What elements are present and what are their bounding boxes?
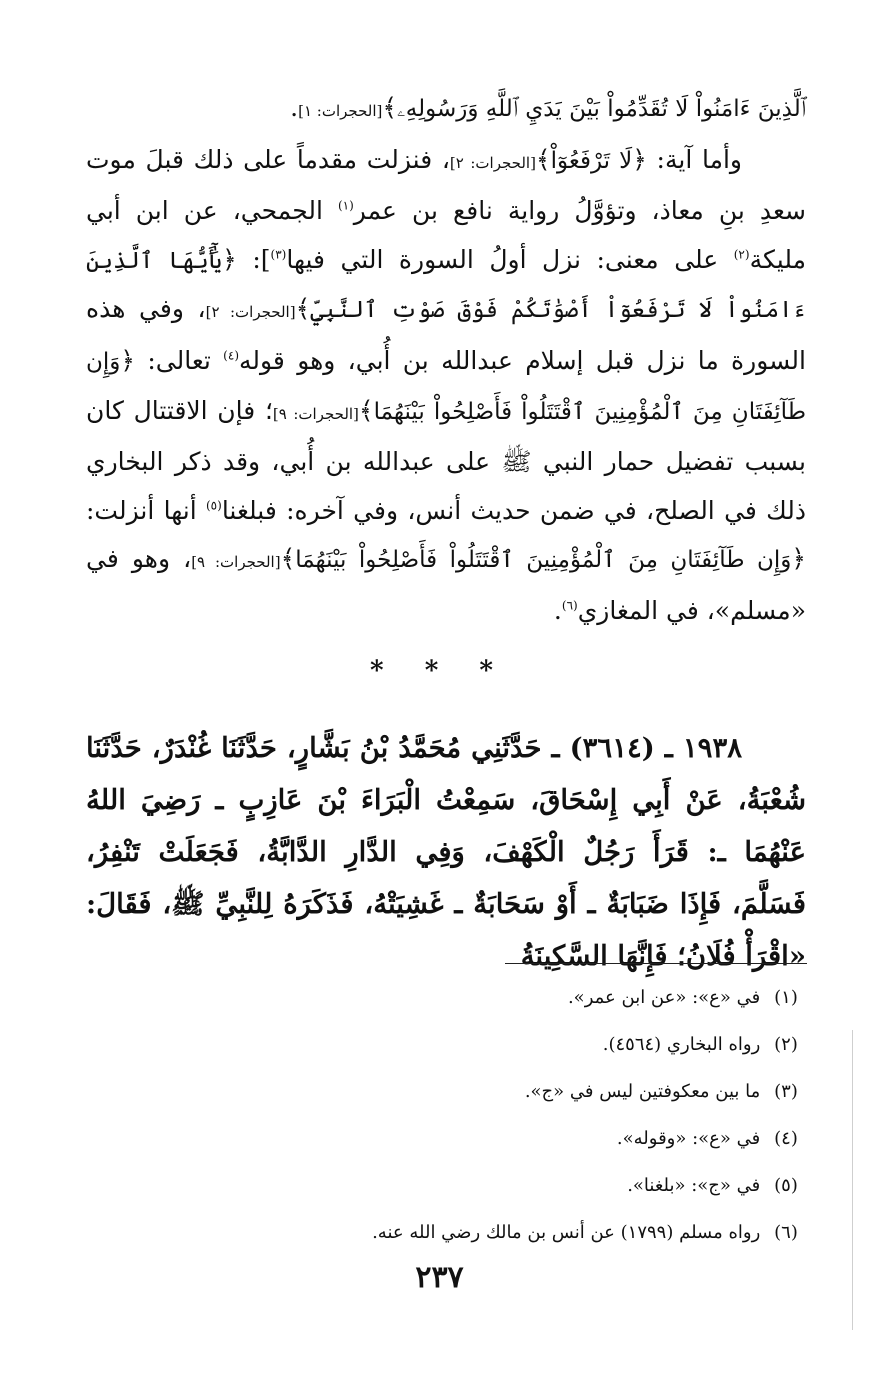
section-separator: * * *	[370, 656, 509, 686]
quran-quote: ٱلَّذِينَ ءَامَنُواْ لَا تُقَدِّمُواْ بَيْنَ يَدَيِ ٱللَّهِ وَرَسُولِهِۦ	[397, 96, 806, 122]
footnote-text: في «ج»: «بلغنا».	[627, 1175, 761, 1196]
surah-reference: [الحجرات: ٢]	[205, 303, 296, 322]
quran-quote: وَإِن طَآئِفَتَانِ مِنَ ٱلْمُؤْمِنِينَ ٱقْتَتَلُواْ فَأَصْلِحُواْ بَيْنَهُمَا	[295, 547, 792, 574]
footnote-marker[interactable]: (١)	[337, 198, 354, 213]
footnote-item	[86, 974, 806, 1021]
surah-reference: [الحجرات: ١]	[298, 102, 383, 120]
footnote-number: (٣)	[774, 1081, 798, 1102]
footnote-number: (٤)	[774, 1128, 798, 1149]
footnote-item	[86, 1115, 806, 1162]
surah-reference: [الحجرات: ٩]	[272, 404, 359, 423]
footnotes	[86, 974, 806, 1256]
footnote-marker[interactable]: (٦)	[561, 598, 578, 613]
surah-reference: [الحجرات: ٩]	[191, 553, 281, 572]
surah-reference: [الحجرات: ٢]	[449, 153, 536, 172]
footnote-item	[86, 1068, 806, 1115]
scan-edge-line	[852, 1030, 853, 1330]
page-number: ٢٣٧	[415, 1260, 464, 1295]
footnote-item	[86, 1209, 806, 1256]
footnote-number: (٢)	[774, 1034, 798, 1055]
quran-quote: وَإِن طَآئِفَتَانِ مِنَ ٱلْمُؤْمِنِينَ ٱقْتَتَلُواْ فَأَصْلِحُواْ بَيْنَهُمَا	[86, 348, 806, 425]
footnote-item	[86, 1162, 806, 1209]
footnote-text: ما بين معكوفتين ليس في «ج».	[524, 1081, 761, 1102]
footnote-divider	[505, 963, 807, 964]
commentary-paragraph-2: وأما آية: ﴿لَا تَرْفَعُوٓاْ﴾[الحجرات: ٢]، فنزلت مقدماً على ذلك قبلَ موت سعدِ بنِ معاذ، وتؤوَّلُ رواية نافع بن عمر$^{(١)}$ الجمحي، عن ابن أبي مليكة$^{(٢)}$ على معنى: نزل أولُ السورة التي فيها$^{(٣)}$]: ﴿يَٰٓأَيُّهَا ٱلَّذِينَ ءَامَنُواْ لَا تَرْفَعُوٓاْ أَصْوَٰتَكُمْ فَوْقَ صَوْتِ ٱلنَّبِيِّ﴾[الحجرات: ٢]، وفي هذه السورة ما نزل قبل إسلام عبدالله بن أُبي، وهو قوله$^{(٤)}$ تعالى: ﴿وَإِن طَآئِفَتَانِ مِنَ ٱلْمُؤْمِنِينَ ٱقْتَتَلُواْ فَأَصْلِحُواْ بَيْنَهُمَا﴾[الحجرات: ٩]؛ فإن الاقتتال كان بسبب تفضيل حمار النبي ﷺ على عبدالله بن أُبي، وقد ذكر البخاري ذلك في الصلح، في ضمن حديث أنس، وفي آخره: فبلغنا$^{(٥)}$ أنها أنزلت: ﴿وَإِن طَآئِفَتَانِ مِنَ ٱلْمُؤْمِنِينَ ٱقْتَتَلُواْ فَأَصْلِحُواْ بَيْنَهُمَا﴾[الحجرات: ٩]، وهو في «مسلم»، في المغازي$^{(٦)}$.	[86, 144, 807, 625]
footnote-number: (٥)	[774, 1175, 798, 1196]
footnote-text: رواه البخاري (٤٥٦٤).	[602, 1034, 761, 1055]
footnote-marker[interactable]: (٤)	[223, 348, 239, 363]
footnote-number: (١)	[774, 987, 798, 1008]
quran-quote: لَا تَرْفَعُوٓاْ	[550, 147, 633, 174]
footnote-number: (٦)	[774, 1222, 798, 1243]
footnote-text: في «ع»: «وقوله».	[616, 1128, 761, 1149]
footnote-item	[86, 1021, 806, 1068]
hadith-text: ١٩٣٨ ـ (٣٦١٤) ـ حَدَّثَنِي مُحَمَّدُ بْنُ بَشَّارٍ، حَدَّثَنَا غُنْدَرٌ، حَدَّثَنَا شُعْبَةُ، عَنْ أَبِي إِسْحَاقَ، سَمِعْتُ الْبَرَاءَ بْنَ عَازِبٍ ـ رَضِيَ اللهُ عَنْهُمَا ـ: قَرَأَ رَجُلٌ الْكَهْفَ، وَفِي الدَّارِ الدَّابَّةُ، فَجَعَلَتْ تَنْفِرُ، فَسَلَّمَ، فَإِذَا ضَبَابَةٌ ـ أَوْ سَحَابَةٌ ـ غَشِيَتْهُ، فَذَكَرَهُ لِلنَّبِيِّ ﷺ، فَقَالَ: «اقْرَأْ فُلَانُ؛ فَإِنَّهَا السَّكِينَةُ	[86, 732, 806, 972]
footnote-marker[interactable]: (٥)	[205, 498, 222, 513]
commentary-text	[86, 84, 806, 636]
quran-quote: يَٰٓأَيُّهَا ٱلَّذِينَ ءَامَنُواْ لَا تَرْفَعُوٓاْ أَصْوَٰتَكُمْ فَوْقَ صَوْتِ ٱلنَّبِيِّ	[86, 247, 806, 324]
footnote-marker[interactable]: (٢)	[733, 247, 750, 262]
commentary-paragraph-1: ٱلَّذِينَ ءَامَنُواْ لَا تُقَدِّمُواْ بَيْنَ يَدَيِ ٱللَّهِ وَرَسُولِهِۦ﴾[الحجرات: ١].	[290, 93, 806, 122]
footnote-text: في «ع»: «عن ابن عمر».	[567, 987, 761, 1008]
footnote-marker[interactable]: (٣)	[270, 247, 287, 262]
footnote-text: رواه مسلم (١٧٩٩) عن أنس بن مالك رضي الله عنه.	[372, 1222, 761, 1243]
